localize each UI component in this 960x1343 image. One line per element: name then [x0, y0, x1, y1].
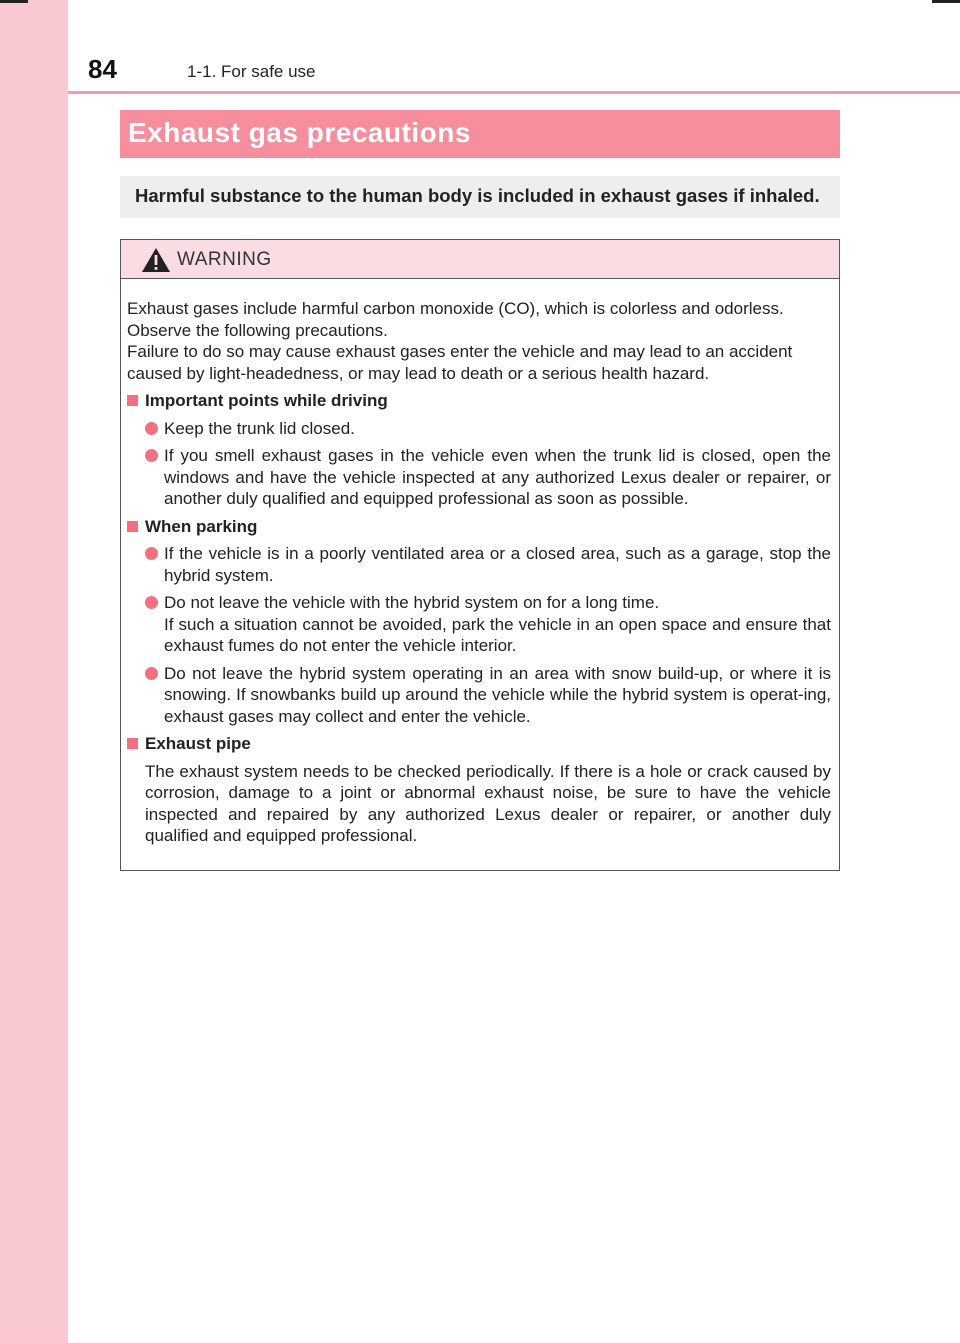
list-item [127, 418, 831, 440]
round-bullet-icon [145, 422, 158, 435]
section-heading-parking [127, 516, 831, 538]
page-title: Exhaust gas precautions [128, 117, 471, 148]
lead-line: Exhaust gases include harmful carbon monoxide (CO), which is colorless and odorless. [127, 299, 784, 318]
list-item [127, 592, 831, 657]
warning-body [127, 298, 831, 847]
section-heading-driving [127, 390, 831, 412]
warning-triangle-icon [141, 247, 171, 273]
page-number: 84 [88, 54, 117, 84]
side-band [0, 0, 68, 1343]
lead-line: Observe the following precautions. [127, 320, 388, 340]
section-label: 1-1. For safe use [187, 62, 316, 81]
warning-header [121, 240, 839, 279]
warning-lead [127, 298, 831, 384]
item-text: Keep the trunk lid closed. [164, 418, 355, 438]
round-bullet-icon [145, 596, 158, 609]
round-bullet-icon [145, 667, 158, 680]
exhaust-pipe-text: The exhaust system needs to be checked periodically. If there is a hole or crack caused by corrosion, damage to a joint or abnormal exhaust noise, be sure to have the vehicle inspected and repaired by any authorized Lexus dealer or repairer, or another duly qualified and equipped professional. [145, 761, 831, 845]
square-bullet-icon [127, 738, 138, 749]
item-text: If such a situation cannot be avoided, park the vehicle in an open space and ensure that exhaust fumes do not enter the vehicle interior. [164, 614, 831, 655]
square-bullet-icon [127, 395, 138, 406]
section-heading-exhaust-pipe [127, 733, 831, 755]
item-text: If you smell exhaust gases in the vehicle even when the trunk lid is closed, open the windows and have the vehicle inspected at any authorized Lexus dealer or repairer, or another duly qualified and equipped professional as soon as possible. [164, 446, 831, 508]
list-item [127, 663, 831, 728]
list-item [127, 445, 831, 510]
item-text: Do not leave the hybrid system operating in an area with snow build-up, or where it is snowing. If snowbanks build up around the vehicle while the hybrid system is operat-ing, exhaust gases may collect and enter the vehicle. [164, 663, 831, 726]
list-item [127, 543, 831, 586]
intro-text: Harmful substance to the human body is included in exhaust gases if inhaled. [135, 185, 820, 206]
item-text: If the vehicle is in a poorly ventilated area or a closed area, such as a garage, stop the hybrid system. [164, 544, 831, 585]
square-bullet-icon [127, 521, 138, 532]
lead-line: Failure to do so may cause exhaust gases enter the vehicle and may lead to an accident caused by light-headedness, or may lead to death or a serious health hazard. [127, 342, 793, 383]
round-bullet-icon [145, 547, 158, 560]
heading-text: Important points while driving [145, 391, 388, 410]
header-rule [68, 91, 960, 94]
warning-label: WARNING [177, 249, 272, 270]
page-header [0, 0, 960, 93]
heading-text: When parking [145, 516, 258, 536]
item-text: Do not leave the vehicle with the hybrid system on for a long time. [164, 593, 660, 612]
title-bar [120, 110, 840, 158]
heading-text: Exhaust pipe [145, 734, 251, 753]
round-bullet-icon [145, 449, 158, 462]
warning-box [120, 239, 840, 871]
intro-box [120, 176, 840, 218]
